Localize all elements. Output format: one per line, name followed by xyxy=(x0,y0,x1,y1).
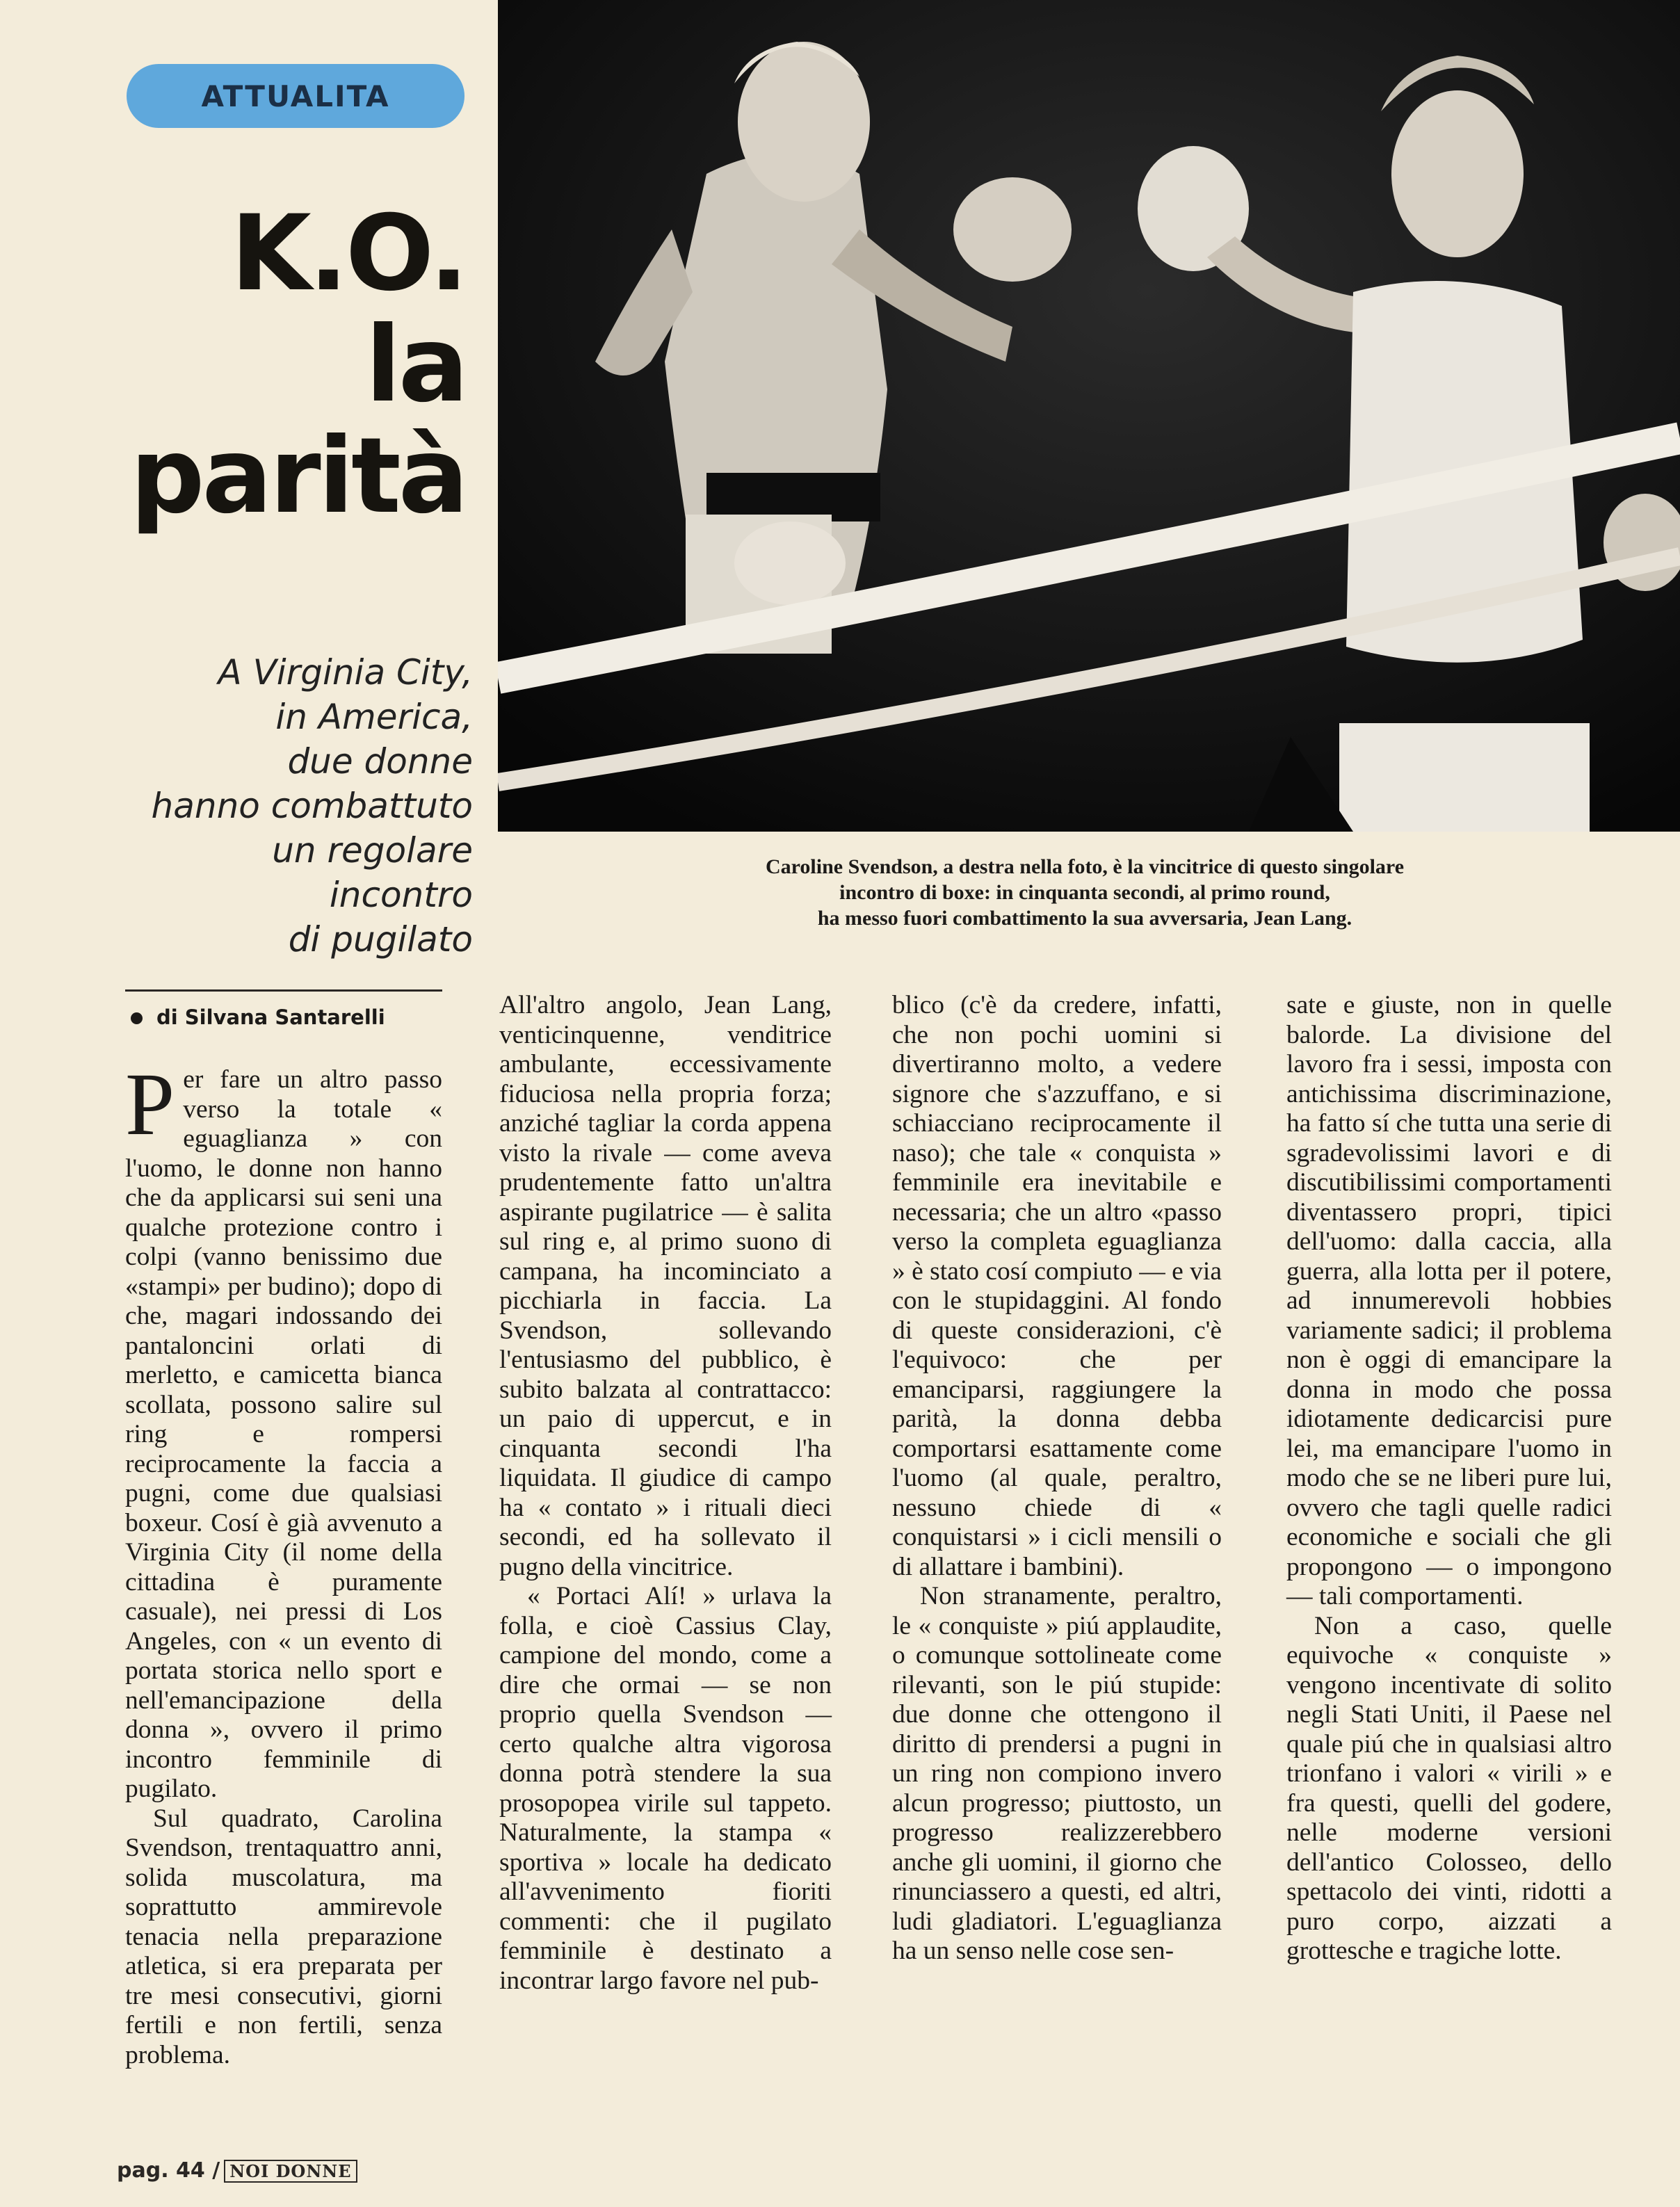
byline-rule xyxy=(125,989,442,992)
boxing-photo-illustration xyxy=(498,0,1680,832)
article-column-4 xyxy=(1286,991,1612,1966)
headline-line-1: K.O. xyxy=(230,193,466,314)
subheadline xyxy=(104,650,473,962)
photo-caption xyxy=(528,854,1641,931)
article-paragraph xyxy=(125,1055,442,1804)
boxing-photo xyxy=(498,0,1680,832)
headline-line-2: la xyxy=(365,305,466,426)
article-paragraph: All'altro angolo, Jean Lang, venticinquenne, venditrice ambulante, eccessivamente fiduciosa nella propria forza; anziché tagliar la corda appena visto la rivale — come aveva prudentemente fatto un'altra aspirante pugilatrice — è salita sul ring e, al primo suono di campana, ha incominciato a picchiarla in faccia. La Svendson, sollevando l'entusiasmo del pubblico, è subito balzata al contrattacco: un paio di uppercut, e in cinquanta secondi l'ha liquidata. Il giudice di campo ha « contato » i rituali dieci secondi, ed ha sollevato il pugno della vincitrice. xyxy=(499,991,832,1581)
article-column-1 xyxy=(125,1055,442,2070)
section-tag: ATTUALITA xyxy=(127,64,465,128)
subhead-line: due donne xyxy=(287,741,473,782)
subhead-line: incontro xyxy=(329,875,473,915)
page-footer xyxy=(117,2158,357,2183)
paragraph-text: er fare un altro passo verso la totale « eguaglianza » con l'uomo, le donne non hanno che da applicarsi sui seni una qualche protezione contro i colpi (vanno benissimo due «stampi» per budino); dopo di che, magari indossando dei pantaloncini orlati di merletto, e camicetta bianca scollata, possono salire sul ring e rompersi reciprocamente la faccia a pugni, come due qualsiasi boxeur. Cosí è già avvenuto a Virginia City (il nome della cittadina è puramente casuale), nei pressi di Los Angeles, con « un evento di portata storica nello sport e nell'emancipazione della donna », ovvero il primo incontro femminile di pugilato. xyxy=(125,1065,442,1803)
article-paragraph: blico (c'è da credere, infatti, che non pochi uomini si divertiranno molto, a vedere signore che s'azzuffano, e si schiacciano reciprocamente il naso); che tale « conquista » femminile era inevitabile e necessaria; che un altro «passo verso la completa eguaglianza » è stato cosí compiuto — e via con le stupidaggini. Al fondo di queste considerazioni, c'è l'equivoco: che per emanciparsi, raggiungere la parità, la donna debba comportarsi esattamente come l'uomo (al quale, peraltro, nessuno chiede di « conquistarsi » i cicli mensili o di allattare i bambini). xyxy=(892,991,1222,1581)
caption-line: Caroline Svendson, a destra nella foto, è la vincitrice di questo singolare xyxy=(765,855,1405,878)
article-paragraph: « Portaci Alí! » urlava la folla, e cioè Cassius Clay, campione del mondo, come a dire che ormai — se non proprio quella Svendson — certo qualche altra vigorosa donna potrà stendere la sua prosopopea virile sul tappeto. Naturalmente, la stampa « sportiva » locale ha dedicato all'avvenimento fioriti commenti: che il pugilato femminile è destinato a incontrar largo favore nel pub- xyxy=(499,1582,832,1995)
caption-line: ha messo fuori combattimento la sua avversaria, Jean Lang. xyxy=(817,907,1352,930)
page-number: pag. 44 / xyxy=(117,2158,220,2183)
byline-text: di Silvana Santarelli xyxy=(156,1005,385,1029)
subhead-line: A Virginia City, xyxy=(218,652,473,693)
article-column-3 xyxy=(892,991,1222,1966)
byline xyxy=(125,1005,442,1029)
subhead-line: un regolare xyxy=(272,830,473,871)
headline-line-3: parità xyxy=(130,416,466,537)
article-paragraph: sate e giuste, non in quelle balorde. La divisione del lavoro fra i sessi, imposta con antichissima discriminazione, ha fatto sí che tutta una serie di sgradevolissimi lavori e di discutibilissimi comportamenti diventassero propri, tipici dell'uomo: dalla caccia, alla guerra, alla lotta per il potere, ad innumerevoli hobbies variamente sadici; il problema non è oggi di emancipare la donna in modo che possa idiotamente dedicarcisi pure lei, ma emancipare l'uomo in modo che se ne liberi pure lui, ovvero che tagli quelle radici economiche e sociali che gli propongono — o impongono — tali comportamenti. xyxy=(1286,991,1612,1610)
article-column-2 xyxy=(499,991,832,1996)
subhead-line: di pugilato xyxy=(288,919,473,960)
article-paragraph: Non stranamente, peraltro, le « conquiste » piú applaudite, o comunque sottolineate come rilevanti, son le piú stupide: due donne che ottengono il diritto di prendersi a pugni in un ring non compiono invero alcun progresso; piuttosto, un progresso realizzerebbero anche gli uomini, il giorno che rinunciassero a questi, ed altri, ludi gladiatori. L'eguaglianza ha un senso nelle cose sen- xyxy=(892,1582,1222,1965)
subhead-line: hanno combattuto xyxy=(151,786,473,826)
article-paragraph: Non a caso, quelle equivoche « conquiste » vengono incentivate di solito negli Stati Uniti, il Paese nel quale piú che in qualsiasi altro trionfano i valori « virili » e fra questi, quelli del godere, nelle moderne versioni dell'antico Colosseo, dello spettacolo dei vinti, ridotti a puro corpo, aizzati a grottesche e tragiche lotte. xyxy=(1286,1611,1612,1965)
magazine-name: NOI DONNE xyxy=(224,2160,357,2183)
article-paragraph: Sul quadrato, Carolina Svendson, trentaquattro anni, solida muscolatura, ma soprattutto ammirevole tenacia nella preparazione atletica, si era preparata per tre mesi consecutivi, giorni fertili e non fertili, senza problema. xyxy=(125,1804,442,2069)
headline xyxy=(104,193,466,537)
bullet-icon xyxy=(131,1012,143,1024)
drop-cap: P xyxy=(125,1055,175,1154)
subhead-line: in America, xyxy=(275,697,473,737)
caption-line: incontro di boxe: in cinquanta secondi, al primo round, xyxy=(839,881,1330,904)
